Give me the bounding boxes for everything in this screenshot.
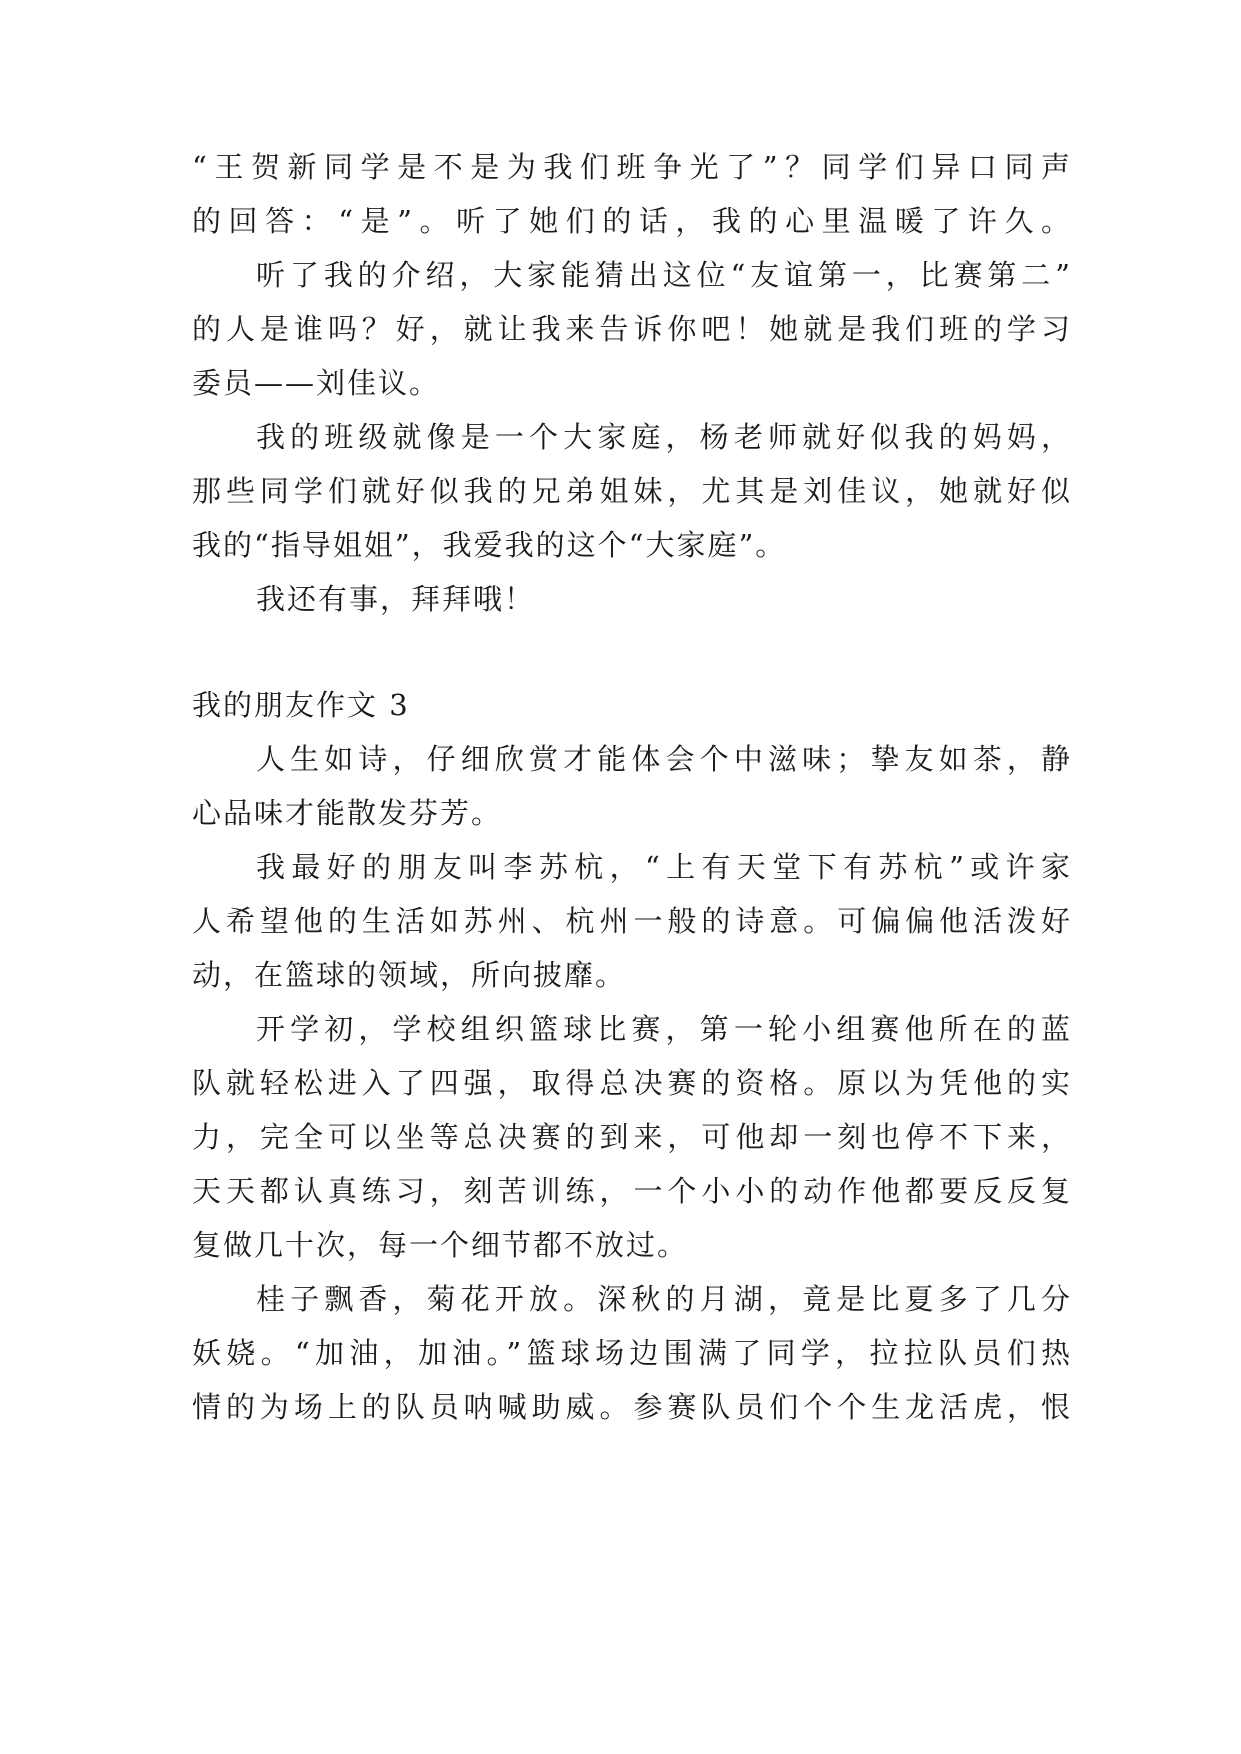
text-line: 我的班级就像是一个大家庭，杨老师就好似我的妈妈， [256,420,1072,454]
text-line: 力，完全可以坐等总决赛的到来，可他却一刻也停不下来， [192,1120,1072,1154]
text-line: 天天都认真练习，刻苦训练，一个小小的动作他都要反反复 [192,1174,1072,1208]
section-heading: 我的朋友作文 3 [192,688,410,722]
text-line: 妖娆。“加油，加油。”篮球场边围满了同学，拉拉队员们热 [192,1336,1072,1370]
text-line: 我的“指导姐姐”，我爱我的这个“大家庭”。 [192,528,787,562]
text-line: 的回答：“是”。听了她们的话，我的心里温暖了许久。 [192,204,1072,238]
text-line: 复做几十次，每一个细节都不放过。 [192,1228,689,1262]
text-line: 我最好的朋友叫李苏杭，“上有天堂下有苏杭”或许家 [256,850,1072,884]
text-line: 委员——刘佳议。 [192,366,441,400]
text-line: 心品味才能散发芬芳。 [192,796,503,830]
text-line: 人生如诗，仔细欣赏才能体会个中滋味；挚友如茶，静 [256,742,1072,776]
text-line: 我还有事，拜拜哦！ [256,582,536,616]
text-line: 那些同学们就好似我的兄弟姐妹，尤其是刘佳议，她就好似 [192,474,1072,508]
text-line: 队就轻松进入了四强，取得总决赛的资格。原以为凭他的实 [192,1066,1072,1100]
text-line: “王贺新同学是不是为我们班争光了”？同学们异口同声 [192,150,1072,184]
text-line: 桂子飘香，菊花开放。深秋的月湖，竟是比夏多了几分 [256,1282,1072,1316]
text-line: 的人是谁吗？好，就让我来告诉你吧！她就是我们班的学习 [192,312,1072,346]
text-line: 开学初，学校组织篮球比赛，第一轮小组赛他所在的蓝 [256,1012,1072,1046]
text-line: 听了我的介绍，大家能猜出这位“友谊第一，比赛第二” [256,258,1072,292]
text-line: 人希望他的生活如苏州、杭州一般的诗意。可偏偏他活泼好 [192,904,1072,938]
text-line: 情的为场上的队员呐喊助威。参赛队员们个个生龙活虎，恨 [192,1390,1072,1424]
text-line: 动，在篮球的领域，所向披靡。 [192,958,627,992]
